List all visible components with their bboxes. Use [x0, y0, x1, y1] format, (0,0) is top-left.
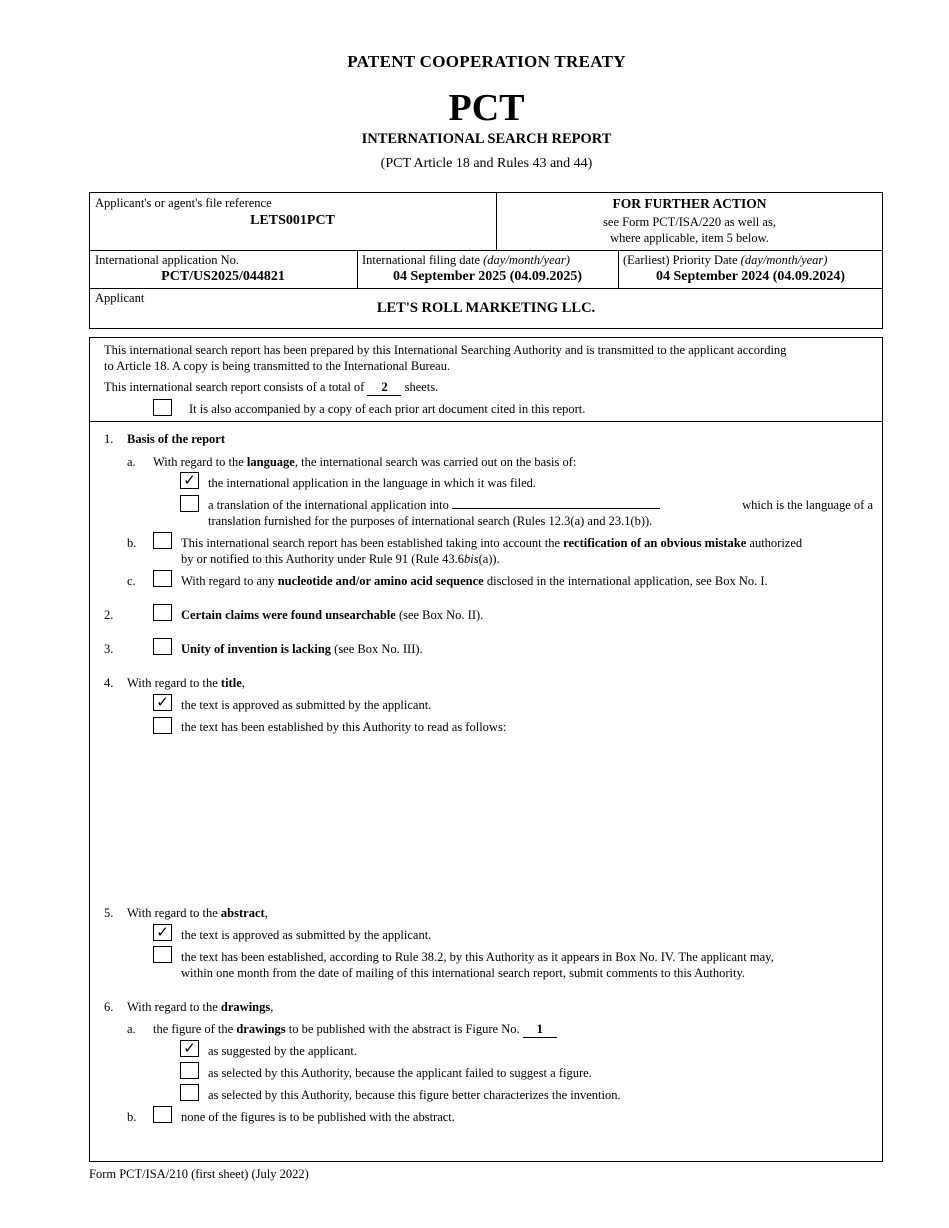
- abstract-established-line1: the text has been established, according to Rule 38.2, by this Authority as it appears in Box No. IV. The applicant may,: [181, 950, 774, 964]
- figure-number: 1: [523, 1021, 557, 1038]
- lang-translation-line1: a translation of the international application into which is the language of a: [208, 498, 873, 512]
- checkbox-accompanied[interactable]: [153, 399, 172, 416]
- figure-authority-failed-text: as selected by this Authority, because the applicant failed to suggest a figure.: [208, 1066, 592, 1080]
- checkbox-figure-applicant[interactable]: [180, 1040, 199, 1057]
- item3-number: 3.: [104, 642, 114, 656]
- checkbox-abstract-established[interactable]: [153, 946, 172, 963]
- unsearchable-text: Certain claims were found unsearchable (see Box No. II).: [181, 608, 484, 622]
- checkbox-figure-authority-failed[interactable]: [180, 1062, 199, 1079]
- item6b-letter: b.: [127, 1110, 137, 1124]
- report-articles: (PCT Article 18 and Rules 43 and 44): [380, 156, 593, 171]
- intro-line1: This international search report has been prepared by this International Searching Authority and is transmitted to the applicant according: [104, 343, 787, 357]
- checkbox-figure-none[interactable]: [153, 1106, 172, 1123]
- item1a-letter: a.: [127, 455, 136, 469]
- checkmark-icon: ✓: [183, 1041, 196, 1057]
- abstract-established-line2: within one month from the date of mailing of this international search report, submit comments to this Authority.: [181, 966, 746, 980]
- filing-date-label: International filing date (day/month/year): [362, 253, 570, 267]
- sheets-count: This international search report consists of a total of 2 sheets.: [104, 380, 439, 394]
- checkbox-rectification[interactable]: [153, 532, 172, 549]
- checkmark-icon: ✓: [156, 695, 169, 711]
- form-footer: Form PCT/ISA/210 (first sheet) (July 2022): [89, 1167, 309, 1181]
- title-approved-text: the text is approved as submitted by the applicant.: [181, 698, 432, 712]
- checkbox-title-established[interactable]: [153, 717, 172, 734]
- unity-text: Unity of invention is lacking (see Box No. III).: [181, 642, 423, 656]
- app-no-label: International application No.: [95, 253, 240, 267]
- checkbox-language-translation[interactable]: [180, 495, 199, 512]
- item4-number: 4.: [104, 676, 114, 690]
- abstract-approved-text: the text is approved as submitted by the applicant.: [181, 928, 432, 942]
- further-action-line1: see Form PCT/ISA/220 as well as,: [603, 215, 776, 229]
- rectification-line1: This international search report has been established taking into account the rectification of an obvious mistake authorized: [181, 536, 803, 550]
- checkbox-language-original[interactable]: [180, 472, 199, 489]
- app-no-value: PCT/US2025/044821: [161, 269, 285, 284]
- item2-number: 2.: [104, 608, 114, 622]
- checkbox-sequence[interactable]: [153, 570, 172, 587]
- checkbox-title-approved[interactable]: [153, 694, 172, 711]
- checkmark-icon: ✓: [183, 473, 196, 489]
- item6-number: 6.: [104, 1000, 114, 1014]
- item5-number: 5.: [104, 906, 114, 920]
- file-ref-label: Applicant's or agent's file reference: [95, 196, 272, 210]
- sequence-text: With regard to any nucleotide and/or amino acid sequence disclosed in the international application, see Box No. I.: [181, 574, 768, 588]
- figure-none-text: none of the figures is to be published with the abstract.: [181, 1110, 455, 1124]
- accompanied-text: It is also accompanied by a copy of each prior art document cited in this report.: [189, 402, 586, 416]
- item1-number: 1.: [104, 432, 114, 446]
- checkbox-figure-authority-better[interactable]: [180, 1084, 199, 1101]
- report-title: INTERNATIONAL SEARCH REPORT: [361, 131, 612, 147]
- item6a-letter: a.: [127, 1022, 136, 1036]
- priority-date-value: 04 September 2024 (04.09.2024): [655, 269, 846, 284]
- applicant-label: Applicant: [95, 291, 145, 305]
- item6a-text: the figure of the drawings to be published with the abstract is Figure No. 1: [153, 1021, 557, 1038]
- rectification-line2: by or notified to this Authority under Rule 91 (Rule 43.6bis(a)).: [181, 552, 500, 566]
- pct-acronym: PCT: [448, 87, 525, 129]
- checkbox-unity[interactable]: [153, 638, 172, 655]
- title-established-text: the text has been established by this Authority to read as follows:: [181, 720, 507, 734]
- item1b-letter: b.: [127, 536, 137, 550]
- checkbox-unsearchable[interactable]: [153, 604, 172, 621]
- further-action-line2: where applicable, item 5 below.: [610, 231, 769, 245]
- item6-heading: With regard to the drawings,: [127, 1000, 274, 1014]
- figure-applicant-text: as suggested by the applicant.: [208, 1044, 357, 1058]
- filing-date-value: 04 September 2025 (04.09.2025): [392, 269, 583, 284]
- figure-authority-better-text: as selected by this Authority, because this figure better characterizes the invention.: [208, 1088, 621, 1102]
- lang-translation-line2: translation furnished for the purposes of international search (Rules 12.3(a) and 23.1(b)).: [208, 514, 653, 528]
- item4-heading: With regard to the title,: [127, 676, 245, 690]
- item1-title: Basis of the report: [127, 432, 226, 446]
- lang-original-text: the international application in the language in which it was filed.: [208, 476, 537, 490]
- further-action-title: FOR FURTHER ACTION: [612, 196, 767, 211]
- item5-heading: With regard to the abstract,: [127, 906, 268, 920]
- intro-line2: to Article 18. A copy is being transmitted to the International Bureau.: [104, 359, 451, 373]
- treaty-title: PATENT COOPERATION TREATY: [347, 52, 626, 71]
- checkbox-abstract-approved[interactable]: [153, 924, 172, 941]
- priority-date-label: (Earliest) Priority Date (day/month/year): [623, 253, 828, 267]
- item1a-text: With regard to the language, the international search was carried out on the basis of:: [153, 455, 577, 469]
- item1c-letter: c.: [127, 574, 136, 588]
- checkmark-icon: ✓: [156, 925, 169, 941]
- sheets-value: 2: [367, 379, 401, 396]
- applicant-value: LET'S ROLL MARKETING LLC.: [376, 300, 596, 316]
- file-ref-value: LETS001PCT: [250, 213, 335, 228]
